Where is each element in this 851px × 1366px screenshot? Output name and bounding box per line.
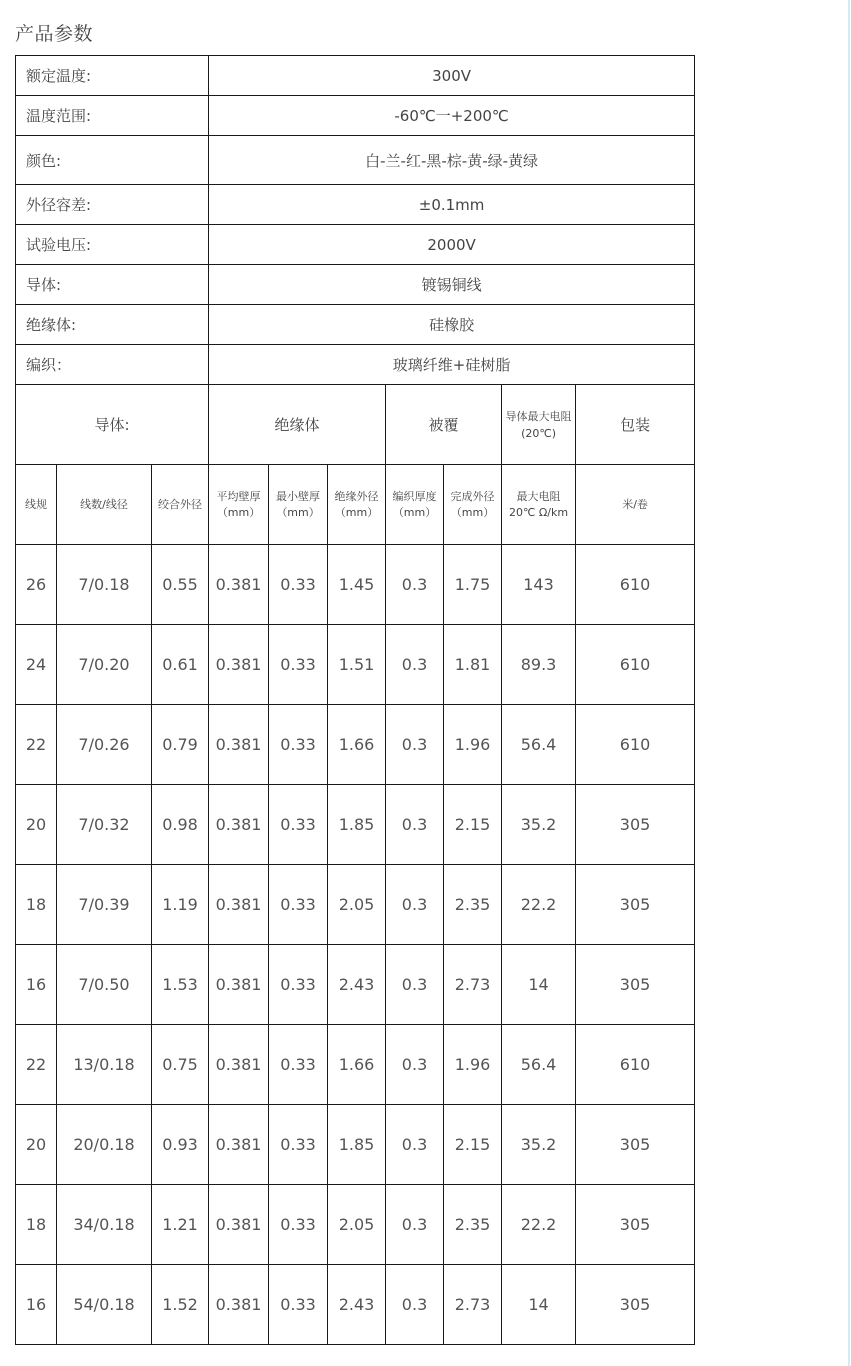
stranded-od-cell: 1.53 [152, 945, 209, 1025]
gauge-cell: 24 [16, 625, 57, 705]
avg-wall-cell: 0.381 [209, 945, 269, 1025]
braid-thickness-cell: 0.3 [386, 1025, 444, 1105]
right-edge-divider [848, 0, 850, 1366]
resistance-cell: 56.4 [502, 1025, 576, 1105]
insulation-od-cell: 1.66 [328, 1025, 386, 1105]
table-row [16, 1105, 695, 1185]
gauge-cell: 26 [16, 545, 57, 625]
sub-header-max-resistance-unit: 20℃ Ω/km [509, 505, 569, 519]
finish-od-cell: 2.15 [444, 785, 502, 865]
param-value: 白-兰-红-黑-棕-黄-绿-黄绿 [209, 136, 695, 185]
strands-cell: 7/0.39 [57, 865, 152, 945]
sub-header-avg-wall-unit: （mm） [216, 505, 261, 519]
finish-od-cell: 2.35 [444, 865, 502, 945]
group-header-insulation: 绝缘体 [209, 385, 386, 465]
stranded-od-cell: 0.61 [152, 625, 209, 705]
finish-od-cell: 2.73 [444, 1265, 502, 1345]
avg-wall-cell: 0.381 [209, 1265, 269, 1345]
stranded-od-cell: 1.52 [152, 1265, 209, 1345]
braid-thickness-cell: 0.3 [386, 1105, 444, 1185]
insulation-od-cell: 2.05 [328, 865, 386, 945]
resistance-cell: 22.2 [502, 865, 576, 945]
param-value: 2000V [209, 225, 695, 265]
param-value: 镀锡铜线 [209, 265, 695, 305]
table-row [16, 625, 695, 705]
sub-header-finish-od-label: 完成外径 [450, 489, 495, 503]
table-row [16, 1025, 695, 1105]
spec-table [15, 55, 695, 1345]
table-row [16, 705, 695, 785]
strands-cell: 54/0.18 [57, 1265, 152, 1345]
sub-header-min-wall-label: 最小壁厚 [276, 489, 321, 503]
param-rows [16, 56, 695, 385]
param-label: 外径容差: [16, 185, 209, 225]
param-label: 导体: [16, 265, 209, 305]
sub-header-avg-wall [209, 465, 269, 545]
finish-od-cell: 1.81 [444, 625, 502, 705]
sub-header-min-wall [269, 465, 328, 545]
strands-cell: 7/0.32 [57, 785, 152, 865]
insulation-od-cell: 2.05 [328, 1185, 386, 1265]
group-header-packing: 包装 [576, 385, 695, 465]
param-label: 编织： [16, 345, 209, 385]
table-row [16, 865, 695, 945]
insulation-od-cell: 1.85 [328, 785, 386, 865]
resistance-cell: 14 [502, 945, 576, 1025]
stranded-od-cell: 0.98 [152, 785, 209, 865]
sub-header-strands: 线数/线径 [57, 465, 152, 545]
finish-od-cell: 1.96 [444, 705, 502, 785]
sub-header-braid-thickness [386, 465, 444, 545]
avg-wall-cell: 0.381 [209, 785, 269, 865]
strands-cell: 20/0.18 [57, 1105, 152, 1185]
sub-header-max-resistance-label: 最大电阻 [516, 489, 561, 503]
page-title: 产品参数 [15, 23, 94, 45]
avg-wall-cell: 0.381 [209, 865, 269, 945]
avg-wall-cell: 0.381 [209, 1105, 269, 1185]
min-wall-cell: 0.33 [269, 1025, 328, 1105]
table-row [16, 1185, 695, 1265]
param-value: 玻璃纤维+硅树脂 [209, 345, 695, 385]
min-wall-cell: 0.33 [269, 1105, 328, 1185]
param-row [16, 136, 695, 185]
sub-header-insulation-od [328, 465, 386, 545]
gauge-cell: 18 [16, 1185, 57, 1265]
param-row [16, 185, 695, 225]
packing-cell: 305 [576, 785, 695, 865]
finish-od-cell: 2.15 [444, 1105, 502, 1185]
sub-header-finish-od [444, 465, 502, 545]
param-label: 绝缘体: [16, 305, 209, 345]
gauge-cell: 20 [16, 785, 57, 865]
resistance-cell: 143 [502, 545, 576, 625]
packing-cell: 305 [576, 1265, 695, 1345]
strands-cell: 7/0.50 [57, 945, 152, 1025]
packing-cell: 305 [576, 865, 695, 945]
param-row [16, 96, 695, 136]
min-wall-cell: 0.33 [269, 705, 328, 785]
braid-thickness-cell: 0.3 [386, 545, 444, 625]
braid-thickness-cell: 0.3 [386, 865, 444, 945]
min-wall-cell: 0.33 [269, 1265, 328, 1345]
param-row [16, 265, 695, 305]
braid-thickness-cell: 0.3 [386, 705, 444, 785]
param-row [16, 345, 695, 385]
stranded-od-cell: 1.19 [152, 865, 209, 945]
param-label: 颜色: [16, 136, 209, 185]
insulation-od-cell: 2.43 [328, 1265, 386, 1345]
packing-cell: 610 [576, 545, 695, 625]
packing-cell: 610 [576, 625, 695, 705]
param-label: 温度范围: [16, 96, 209, 136]
stranded-od-cell: 1.21 [152, 1185, 209, 1265]
min-wall-cell: 0.33 [269, 945, 328, 1025]
table-row [16, 785, 695, 865]
resistance-cell: 22.2 [502, 1185, 576, 1265]
param-row [16, 225, 695, 265]
param-value: 300V [209, 56, 695, 96]
group-header-row [16, 385, 695, 465]
sub-header-insulation-od-label: 绝缘外径 [334, 489, 379, 503]
avg-wall-cell: 0.381 [209, 1025, 269, 1105]
param-row [16, 56, 695, 96]
group-header-jacket: 被覆 [386, 385, 502, 465]
sub-header-gauge: 线规 [16, 465, 57, 545]
param-label: 额定温度: [16, 56, 209, 96]
finish-od-cell: 2.73 [444, 945, 502, 1025]
param-value: ±0.1mm [209, 185, 695, 225]
strands-cell: 13/0.18 [57, 1025, 152, 1105]
braid-thickness-cell: 0.3 [386, 1185, 444, 1265]
stranded-od-cell: 0.79 [152, 705, 209, 785]
gauge-cell: 20 [16, 1105, 57, 1185]
sub-header-min-wall-unit: （mm） [276, 505, 320, 519]
table-row [16, 1265, 695, 1345]
finish-od-cell: 2.35 [444, 1185, 502, 1265]
avg-wall-cell: 0.381 [209, 705, 269, 785]
gauge-cell: 22 [16, 705, 57, 785]
packing-cell: 305 [576, 945, 695, 1025]
strands-cell: 7/0.20 [57, 625, 152, 705]
insulation-od-cell: 1.66 [328, 705, 386, 785]
sub-header-insulation-od-unit: （mm） [334, 505, 379, 519]
min-wall-cell: 0.33 [269, 785, 328, 865]
sub-header-stranded-od: 绞合外径 [152, 465, 209, 545]
table-row [16, 545, 695, 625]
sub-header-avg-wall-label: 平均壁厚 [216, 489, 261, 503]
resistance-cell: 14 [502, 1265, 576, 1345]
param-value: 硅橡胶 [209, 305, 695, 345]
stranded-od-cell: 0.55 [152, 545, 209, 625]
braid-thickness-cell: 0.3 [386, 945, 444, 1025]
insulation-od-cell: 2.43 [328, 945, 386, 1025]
sub-header-max-resistance [502, 465, 576, 545]
sub-header-braid-thickness-label: 编织厚度 [392, 489, 437, 503]
gauge-cell: 16 [16, 945, 57, 1025]
strands-cell: 7/0.26 [57, 705, 152, 785]
packing-cell: 610 [576, 1025, 695, 1105]
resistance-cell: 35.2 [502, 785, 576, 865]
min-wall-cell: 0.33 [269, 865, 328, 945]
sub-header-finish-od-unit: （mm） [450, 505, 495, 519]
param-label: 试验电压: [16, 225, 209, 265]
insulation-od-cell: 1.85 [328, 1105, 386, 1185]
avg-wall-cell: 0.381 [209, 545, 269, 625]
sub-header-braid-thickness-unit: （mm） [392, 505, 437, 519]
finish-od-cell: 1.96 [444, 1025, 502, 1105]
gauge-cell: 18 [16, 865, 57, 945]
stranded-od-cell: 0.93 [152, 1105, 209, 1185]
finish-od-cell: 1.75 [444, 545, 502, 625]
braid-thickness-cell: 0.3 [386, 625, 444, 705]
param-row [16, 305, 695, 345]
stranded-od-cell: 0.75 [152, 1025, 209, 1105]
resistance-cell: 89.3 [502, 625, 576, 705]
spec-grid-header [16, 385, 695, 545]
group-header-conductor: 导体: [16, 385, 209, 465]
table-row [16, 945, 695, 1025]
min-wall-cell: 0.33 [269, 545, 328, 625]
packing-cell: 610 [576, 705, 695, 785]
packing-cell: 305 [576, 1185, 695, 1265]
resistance-cell: 56.4 [502, 705, 576, 785]
packing-cell: 305 [576, 1105, 695, 1185]
strands-cell: 34/0.18 [57, 1185, 152, 1265]
braid-thickness-cell: 0.3 [386, 785, 444, 865]
sub-header-row [16, 465, 695, 545]
avg-wall-cell: 0.381 [209, 625, 269, 705]
resistance-cell: 35.2 [502, 1105, 576, 1185]
strands-cell: 7/0.18 [57, 545, 152, 625]
spec-data-rows [16, 545, 695, 1345]
param-value: -60℃一+200℃ [209, 96, 695, 136]
sub-header-meters-per-roll: 米/卷 [576, 465, 695, 545]
gauge-cell: 16 [16, 1265, 57, 1345]
avg-wall-cell: 0.381 [209, 1185, 269, 1265]
gauge-cell: 22 [16, 1025, 57, 1105]
braid-thickness-cell: 0.3 [386, 1265, 444, 1345]
min-wall-cell: 0.33 [269, 625, 328, 705]
group-header-max-resistance: 导体最大电阻(20℃) [502, 385, 576, 465]
min-wall-cell: 0.33 [269, 1185, 328, 1265]
insulation-od-cell: 1.45 [328, 545, 386, 625]
insulation-od-cell: 1.51 [328, 625, 386, 705]
